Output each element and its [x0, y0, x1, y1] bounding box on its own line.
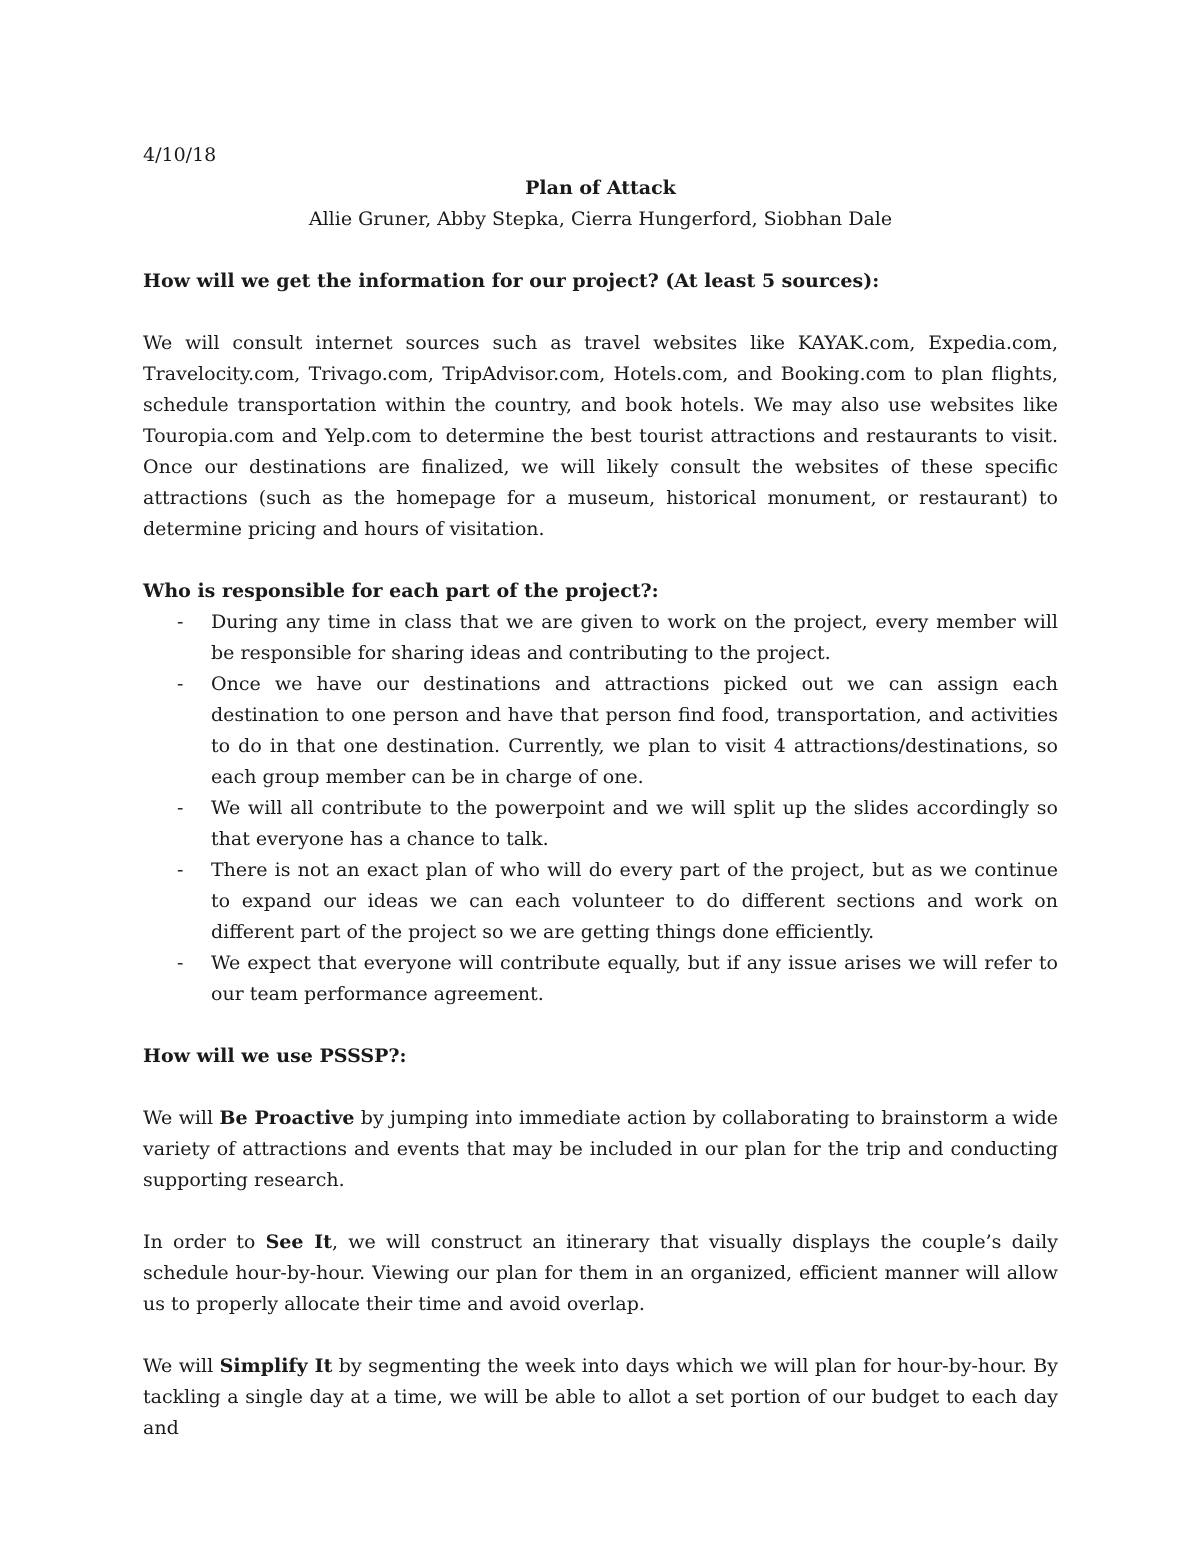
paragraph-text: In order to [143, 1231, 266, 1253]
section-psssp-heading: How will we use PSSSP?: [143, 1045, 407, 1067]
list-item-text: We will all contribute to the powerpoint and we will split up the slides accordingly so that everyone has a chance to talk. [211, 797, 1058, 850]
paragraph-text: We will [143, 1355, 220, 1377]
bullet-dash: - [177, 952, 184, 974]
document-date: 4/10/18 [143, 144, 217, 166]
list-item-text: There is not an exact plan of who will do every part of the project, but as we continue to expand our ideas we can each volunteer to do different sections and work on different part of the project so we are getting things done efficiently. [211, 859, 1058, 943]
list-item [143, 855, 1058, 948]
list-item-text: During any time in class that we are given to work on the project, every member will be responsible for sharing ideas and contributing to the project. [211, 611, 1058, 664]
section-sources-body: We will consult internet sources such as travel websites like KAYAK.com, Expedia.com, Travelocity.com, Trivago.com, TripAdvisor.com, Hotels.com, and Booking.com to plan flights, schedule transportation within the country, and book hotels. We may also use websites like Touropia.com and Yelp.com to determine the best tourist attractions and restaurants to visit. Once our destinations are finalized, we will likely consult the websites of these specific attractions (such as the homepage for a museum, historical monument, or restaurant) to determine pricing and hours of visitation. [143, 332, 1058, 540]
section-responsibilities-heading: Who is responsible for each part of the project?: [143, 580, 659, 602]
paragraph-text: by jumping into immediate action by collaborating to brainstorm a wide variety of attractions and events that may be included in our plan for the trip and conducting supporting research. [143, 1107, 1058, 1191]
list-item [143, 607, 1058, 669]
document-page [143, 140, 1058, 1444]
bullet-dash: - [177, 673, 184, 695]
term-be-proactive: Be Proactive [219, 1107, 355, 1129]
psssp-see-it-paragraph [143, 1227, 1058, 1320]
bullet-dash: - [177, 611, 184, 633]
list-item [143, 793, 1058, 855]
list-item [143, 948, 1058, 1010]
list-item-text: We expect that everyone will contribute equally, but if any issue arises we will refer to our team performance agreement. [211, 952, 1058, 1005]
paragraph-text: We will [143, 1107, 220, 1129]
responsibilities-list [143, 607, 1058, 1010]
bullet-dash: - [177, 859, 184, 881]
paragraph-text: by segmenting the week into days which we will plan for hour-by-hour. By tackling a single day at a time, we will be able to allot a set portion of our budget to each day and [143, 1355, 1058, 1439]
psssp-simplify-it-paragraph [143, 1351, 1058, 1444]
document-title: Plan of Attack [525, 177, 676, 199]
term-see-it: See It [265, 1231, 332, 1253]
section-sources-heading: How will we get the information for our project? (At least 5 sources): [143, 270, 880, 292]
list-item [143, 669, 1058, 793]
document-authors: Allie Gruner, Abby Stepka, Cierra Hungerford, Siobhan Dale [308, 208, 893, 230]
paragraph-text: , we will construct an itinerary that visually displays the couple’s daily schedule hour-by-hour. Viewing our plan for them in an organized, efficient manner will allow us to properly allocate their time and avoid overlap. [143, 1231, 1058, 1315]
term-simplify-it: Simplify It [219, 1355, 333, 1377]
bullet-dash: - [177, 797, 184, 819]
psssp-be-proactive-paragraph [143, 1103, 1058, 1196]
list-item-text: Once we have our destinations and attractions picked out we can assign each destination to one person and have that person find food, transportation, and activities to do in that one destination. Currently, we plan to visit 4 attractions/destinations, so each group member can be in charge of one. [211, 673, 1058, 788]
